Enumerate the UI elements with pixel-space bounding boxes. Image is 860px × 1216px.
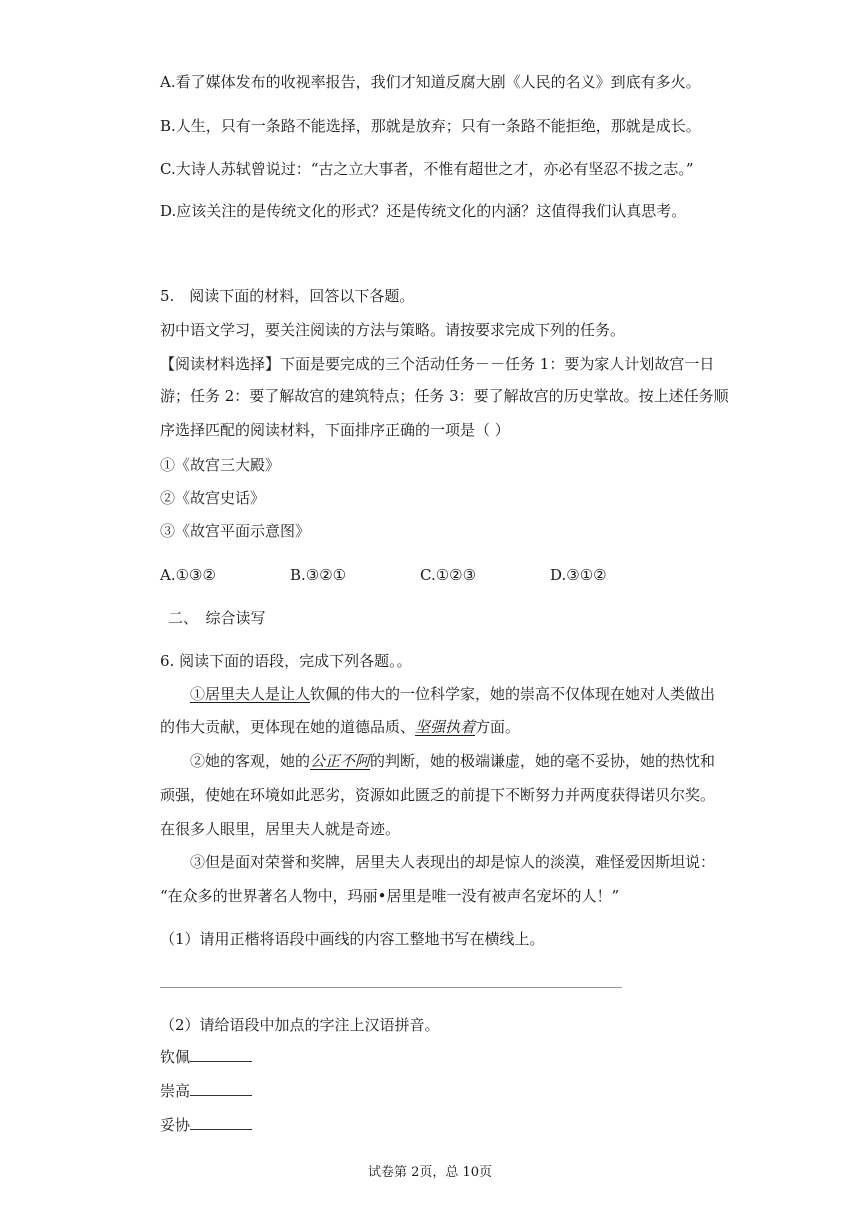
paragraph-text: 的伟大贡献，更体现在她的道德品质、 xyxy=(160,718,416,736)
q5-title: 5. 阅读下面的材料，回答以下各题。 xyxy=(160,287,415,305)
q5-material: ①《故宫三大殿》 xyxy=(160,456,281,474)
q5-task-line: 游；任务 2：要了解故宫的建筑特点；任务 3：要了解故宫的历史掌故。按上述任务顺 xyxy=(160,387,729,405)
q6-paragraph-3-cont: “在众多的世界著名人物中，玛丽•居里是唯一没有被声名宠坏的人！” xyxy=(160,887,620,905)
q4-option-a: A.看了媒体发布的收视率报告，我们才知道反腐大剧《人民的名义》到底有多火。 xyxy=(160,73,701,91)
q6-paragraph-2-cont: 顽强，使她在环境如此恶劣，资源如此匮乏的前提下不断努力并两度获得诺贝尔奖。 xyxy=(160,786,716,804)
pinyin-item xyxy=(160,1081,252,1101)
q5-intro: 初中语文学习，要关注阅读的方法与策略。请按要求完成下列的任务。 xyxy=(160,321,626,339)
paragraph-text: 的判断，她的极端谦虚，她的毫不妥协，她的热忱和 xyxy=(370,752,716,770)
q5-choice-c: C.①②③ xyxy=(420,566,477,584)
q4-option-c: C.大诗人苏轼曾说过：“古之立大事者，不惟有超世之才，亦必有坚忍不拔之志。” xyxy=(160,160,694,178)
pinyin-blank[interactable] xyxy=(190,1081,252,1096)
paragraph-text: 方面。 xyxy=(475,718,521,736)
q6-subquestion-2: （2）请给语段中加点的字注上汉语拼音。 xyxy=(160,1016,440,1034)
q5-task-line: 【阅读材料选择】下面是要完成的三个活动任务－－任务 1：要为家人计划故宫一日 xyxy=(160,355,715,373)
q6-paragraph-2-cont: 在很多人眼里，居里夫人就是奇迹。 xyxy=(160,820,401,838)
underlined-text: ①居里夫人是让人 xyxy=(190,685,311,703)
pinyin-word: 钦佩 xyxy=(160,1048,191,1066)
q4-option-d: D.应该关注的是传统文化的形式？还是传统文化的内涵？这值得我们认真思考。 xyxy=(160,202,687,220)
q5-task-line: 序选择匹配的阅读材料，下面排序正确的一项是（ ） xyxy=(160,421,510,439)
q6-paragraph-2 xyxy=(190,751,715,771)
pinyin-item xyxy=(160,1115,252,1135)
pinyin-word: 妥协 xyxy=(160,1116,191,1134)
pinyin-blank[interactable] xyxy=(190,1115,252,1130)
q5-choice-a: A.①③② xyxy=(160,566,216,584)
q6-paragraph-1 xyxy=(190,684,715,704)
paragraph-text: ②她的客观，她的 xyxy=(190,752,311,770)
q4-option-b: B.人生，只有一条路不能选择，那就是放弃；只有一条路不能拒绝，那就是成长。 xyxy=(160,117,701,135)
answer-line[interactable] xyxy=(160,987,622,988)
q5-material: ②《故宫史话》 xyxy=(160,489,266,507)
page-footer: 试卷第 2页，总 10页 xyxy=(367,1165,493,1180)
section-title: 二、 综合读写 xyxy=(168,609,266,627)
q6-paragraph-3: ③但是面对荣誉和奖牌，居里夫人表现出的却是惊人的淡漠，难怪爱因斯坦说： xyxy=(190,853,716,871)
q5-choice-d: D.③①② xyxy=(550,566,607,584)
pinyin-word: 崇高 xyxy=(160,1082,191,1100)
q6-title: 6. 阅读下面的语段，完成下列各题。。 xyxy=(160,652,412,670)
pinyin-blank[interactable] xyxy=(190,1047,252,1062)
italic-underlined-text: 坚强执着 xyxy=(415,718,476,736)
paragraph-text: 钦佩的伟大的一位科学家，她的崇高不仅体现在她对人类做出 xyxy=(310,685,716,703)
q5-material: ③《故宫平面示意图》 xyxy=(160,522,311,540)
italic-underlined-text: 公正不阿 xyxy=(310,752,371,770)
pinyin-item xyxy=(160,1047,252,1067)
q6-paragraph-1-cont xyxy=(160,717,520,737)
q6-subquestion-1: （1）请用正楷将语段中画线的内容工整地书写在横线上。 xyxy=(160,930,545,948)
q5-choice-b: B.③②① xyxy=(290,566,347,584)
